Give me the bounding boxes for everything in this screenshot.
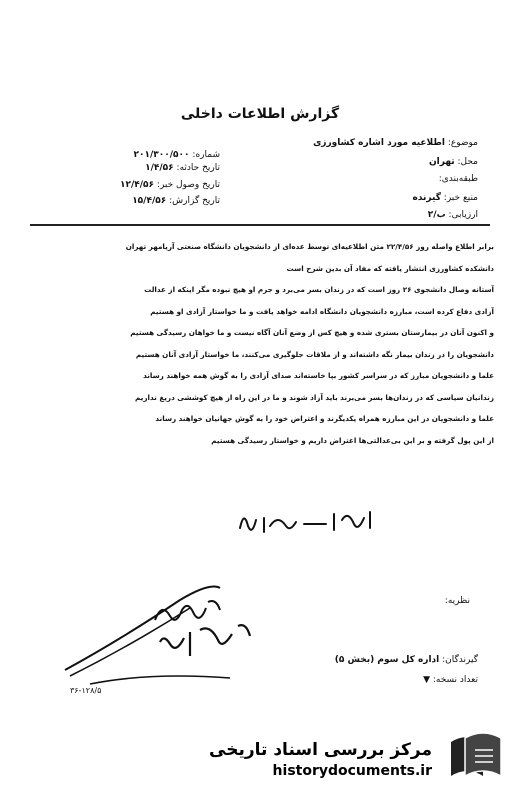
event-date-label: تاریخ حادثه <box>179 163 220 173</box>
watermark-url: historydocuments.ir <box>272 763 432 779</box>
note-label: نظریه <box>447 596 470 606</box>
reference-code: ۳۶-۱۲۸/۵ <box>70 686 102 695</box>
body-line: علما و دانشجویان مبارز که در سراسر کشور بپا خاسته‌اند صدای آزادی را به گوش همه خواهند رساند <box>143 371 494 380</box>
body-line: علما و دانشجویان در این مبارزه همراه یکدیگرند و اعتراض خود را به گوش جهانیان خواهند رساند <box>155 414 494 423</box>
event-date-row: تاریخ حادثه: ۱/۴/۵۶ <box>145 163 220 173</box>
report-body <box>34 236 494 451</box>
report-date-label: تاریخ گزارش <box>172 196 220 206</box>
recipients-label: گیرندگان <box>445 655 478 665</box>
body-line: دانشجویان را در زندان بیمار نگه داشته‌اند و از ملاقات جلوگیری می‌کنند، ما خواستار آزادی آنان هستیم <box>135 349 494 359</box>
note-row: نظریه: <box>444 596 470 606</box>
document-title: گزارش اطلاعات داخلی <box>180 106 340 122</box>
place-value: تهران <box>428 157 455 167</box>
copies-mark: ▼ <box>423 675 430 685</box>
copies-row: تعداد نسخه: ▼ <box>423 675 478 685</box>
evaluation-value: ب/۲ <box>427 210 446 220</box>
receipt-date-row: تاریخ وصول خبر: ۱۲/۴/۵۶ <box>119 180 220 190</box>
body-line: از این پول گرفته و بر این بی‌عدالتی‌ها اعتراض داریم و خواستار رسیدگی هستیم <box>211 435 494 445</box>
recipients-value: اداره کل سوم (بخش ۵) <box>334 655 440 665</box>
archive-logo-icon <box>445 728 507 784</box>
place-label: محل <box>460 157 478 167</box>
place-row: محل: تهران <box>428 157 478 167</box>
body-line: برابر اطلاع واصله روز ۲۲/۴/۵۶ متن اطلاعیه‌ای توسط عده‌ای از دانشجویان دانشگاه صنعتی آریامهر تهران <box>125 242 494 251</box>
body-line: و اکنون آنان در بیمارستان بستری شده و هیچ کس از وضع آنان آگاه نیست و ما خواهان رسیدگی هستیم <box>130 328 494 337</box>
receipt-date-label: تاریخ وصول خبر <box>159 180 220 190</box>
subject-row: موضوع: اطلاعیه مورد اشاره کشاورزی <box>313 138 478 148</box>
event-date-value: ۱/۴/۵۶ <box>145 163 174 173</box>
body-line: دانشکده کشاورزی انتشار یافته که مفاد آن بدین شرح است <box>286 263 494 273</box>
report-date-value: ۱۵/۴/۵۶ <box>132 196 167 206</box>
body-line: زندانیان سیاسی که در زندان‌ها بسر می‌برند باید آزاد شوند و ما در این راه از هیچ کوششی دریغ نداریم <box>135 392 494 402</box>
number-label: شماره <box>195 150 220 160</box>
header-divider <box>30 224 490 226</box>
evaluation-row: ارزیابی: ب/۲ <box>427 210 478 220</box>
number-value: ۲۰۱/۳۰۰/۵۰۰ <box>133 150 190 160</box>
source-label: منبع خبر <box>446 193 478 203</box>
receipt-date-value: ۱۲/۴/۵۶ <box>119 180 155 190</box>
body-line: آزادی دفاع کرده است، مبارزه دانشجویان دانشگاه ادامه خواهد یافت و ما خواستار آزادی او هستیم <box>150 306 494 316</box>
watermark-title: مرکز بررسی اسناد تاریخی <box>209 740 432 760</box>
subject-value: اطلاعیه مورد اشاره کشاورزی <box>313 138 445 148</box>
source-value: گیرنده <box>412 193 441 203</box>
recipients-row: گیرندگان: اداره کل سوم (بخش ۵) <box>334 655 478 665</box>
classification-row: طبقه‌بندی: <box>438 174 478 184</box>
copies-label: تعداد نسخه <box>435 675 478 685</box>
handwritten-annotation <box>60 580 270 690</box>
number-row: شماره: ۲۰۱/۳۰۰/۵۰۰ <box>133 150 220 160</box>
evaluation-label: ارزیابی <box>451 210 478 220</box>
subject-label: موضوع <box>450 138 478 148</box>
report-date-row: تاریخ گزارش: ۱۵/۴/۵۶ <box>132 196 220 206</box>
source-row: منبع خبر: گیرنده <box>412 193 478 203</box>
classification-label: طبقه‌بندی <box>441 174 478 184</box>
body-line: آستانه وصال دانشجوی ۲۶ روز است که در زندان بسر می‌برد و جرم او هیچ نبوده مگر اینکه از عدالت <box>144 285 494 294</box>
handwritten-signature <box>230 500 380 540</box>
